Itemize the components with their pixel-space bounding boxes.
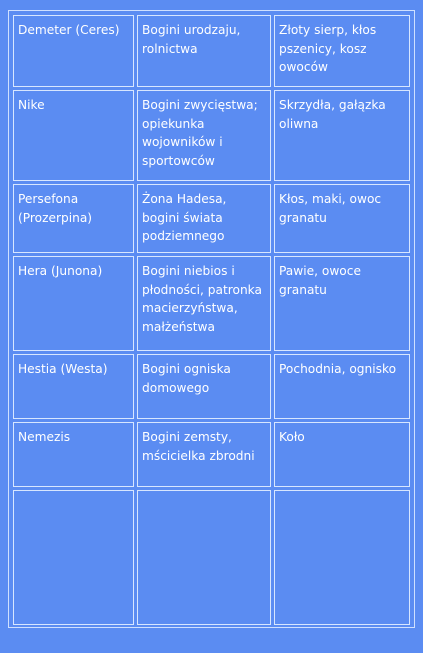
deity-attributes-cell: Pawie, owoce granatu xyxy=(274,256,410,351)
deity-attributes-cell: Koło xyxy=(274,422,410,487)
deity-description-cell: Bogini zemsty, mścicielka zbrodni xyxy=(137,422,271,487)
table-row xyxy=(13,354,410,419)
deity-name-cell: Persefona (Prozerpina) xyxy=(13,184,134,253)
table-row xyxy=(13,422,410,487)
deity-attributes-cell: Złoty sierp, kłos pszenicy, kosz owoców xyxy=(274,15,410,87)
table-row xyxy=(13,184,410,253)
table-row xyxy=(13,90,410,181)
table-row xyxy=(13,15,410,87)
empty-cell xyxy=(13,490,134,625)
deity-description-cell: Bogini urodzaju, rolnictwa xyxy=(137,15,271,87)
deity-name-cell: Nike xyxy=(13,90,134,181)
deities-table xyxy=(10,12,413,628)
deity-name-cell: Demeter (Ceres) xyxy=(13,15,134,87)
deity-name-cell: Hera (Junona) xyxy=(13,256,134,351)
empty-cell xyxy=(137,490,271,625)
deity-name-cell: Nemezis xyxy=(13,422,134,487)
deity-description-cell: Bogini niebios i płodności, patronka macierzyństwa, małżeństwa xyxy=(137,256,271,351)
empty-cell xyxy=(274,490,410,625)
deity-description-cell: Bogini zwycięstwa; opiekunka wojowników i sportowców xyxy=(137,90,271,181)
deity-attributes-cell: Skrzydła, gałązka oliwna xyxy=(274,90,410,181)
table-row xyxy=(13,490,410,625)
table-row xyxy=(13,256,410,351)
deity-attributes-cell: Pochodnia, ognisko xyxy=(274,354,410,419)
deity-description-cell: Bogini ogniska domowego xyxy=(137,354,271,419)
deity-attributes-cell: Kłos, maki, owoc granatu xyxy=(274,184,410,253)
deity-description-cell: Żona Hadesa, bogini świata podziemnego xyxy=(137,184,271,253)
deity-name-cell: Hestia (Westa) xyxy=(13,354,134,419)
